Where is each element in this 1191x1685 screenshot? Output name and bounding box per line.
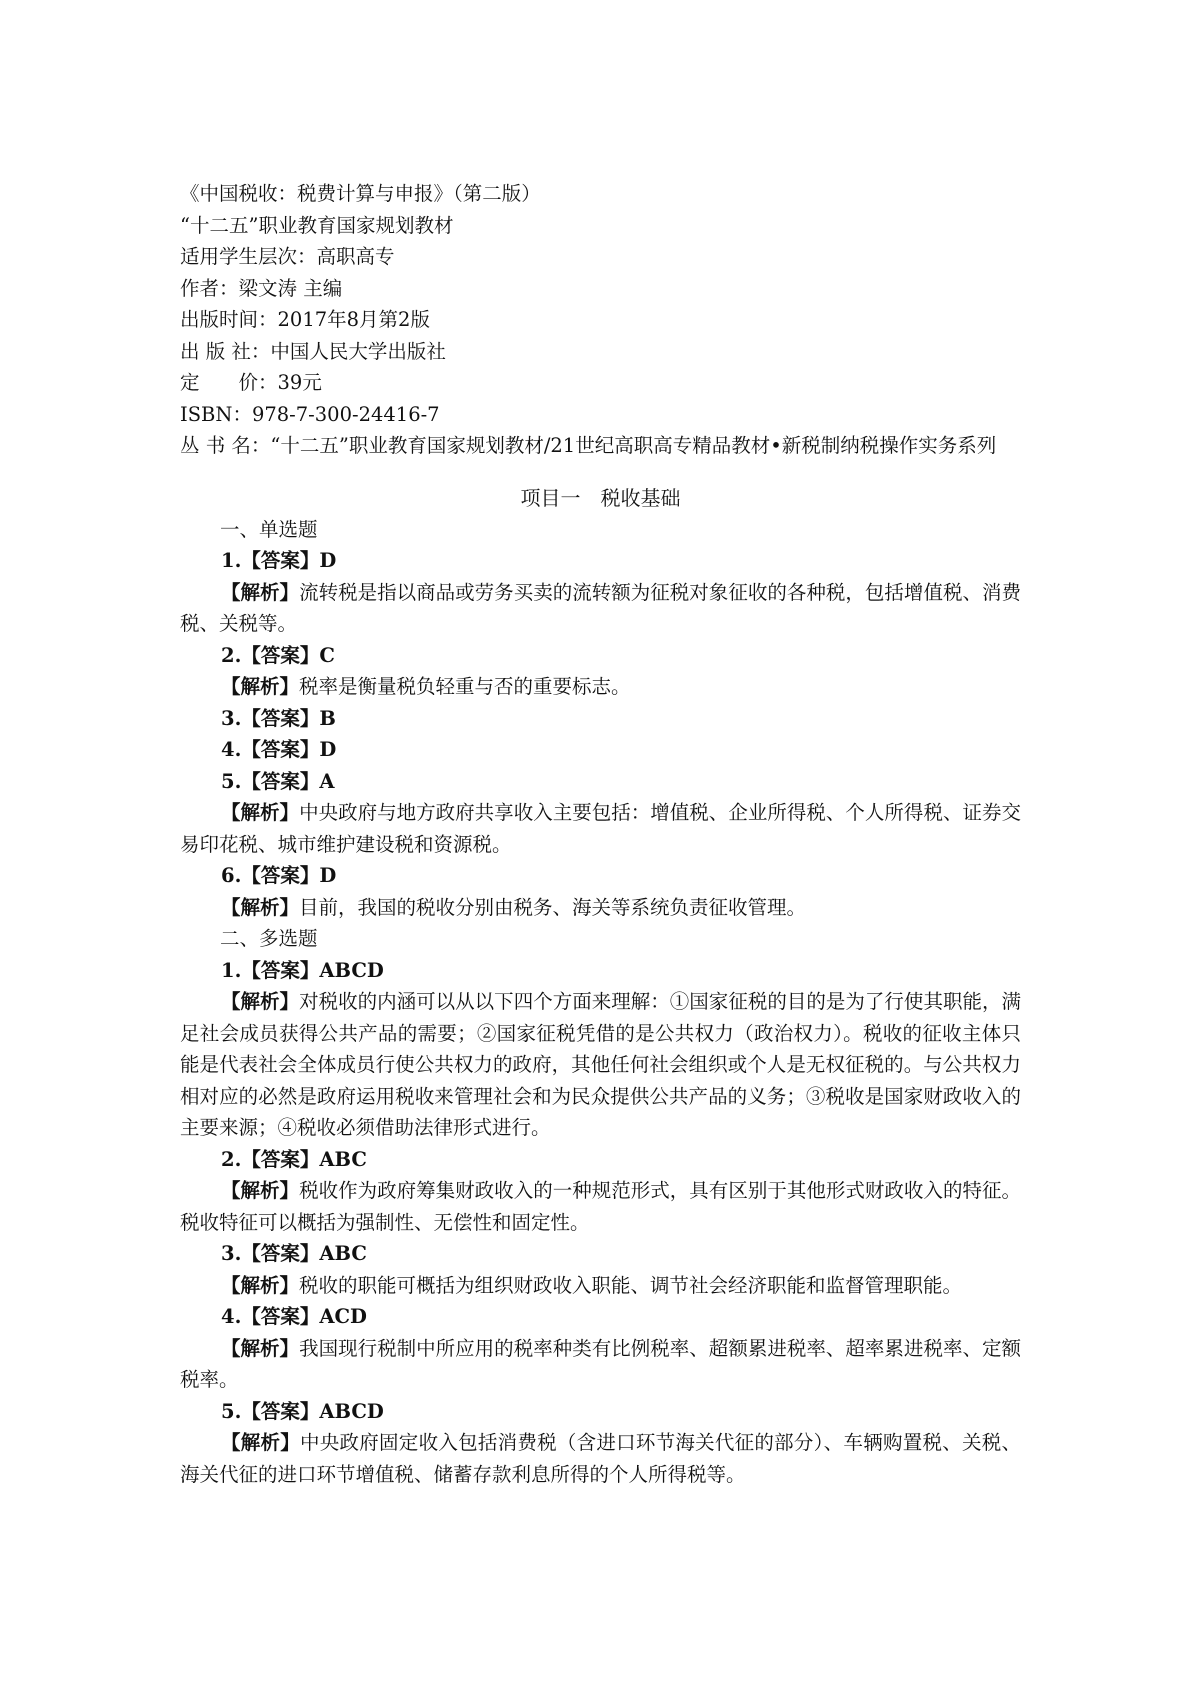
answer: 4.【答案】ACD: [221, 1305, 367, 1328]
explanation-tag: 【解析】: [221, 675, 300, 698]
section-title: 项目一 税收基础: [520, 485, 681, 510]
explanation-text: 税收作为政府筹集财政收入的一种规范形式，具有区别于其他形式财政收入的特征。税收特征可以概括为强制性、无偿性和固定性。: [180, 1179, 1021, 1234]
explanation-text: 我国现行税制中所应用的税率种类有比例税率、超额累进税率、超率累进税率、定额税率。: [180, 1336, 1021, 1391]
explanation-text: 对税收的内涵可以从以下四个方面来理解：①国家征税的目的是为了行使其职能，满足社会成员获得公共产品的需要；②国家征税凭借的是公共权力（政治权力）。税收的征收主体只能是代表社会全体成员行使公共权力的政府，其他任何社会组织或个人是无权征税的。与公共权力相对应的必然是政府运用税收来管理社会和为民众提供公共产品的义务；③税收是国家财政收入的主要来源；④税收必须借助法律形式进行。: [180, 990, 1021, 1139]
book-meta: [180, 178, 1021, 462]
explanation-tag: 【解析】: [221, 1273, 300, 1297]
answer: 1.【答案】D: [221, 549, 337, 572]
price: 定 价：39元: [180, 371, 322, 394]
part2-heading: 二、多选题: [220, 927, 318, 950]
explanation-tag: 【解析】: [221, 895, 300, 919]
explanation: [180, 1333, 1021, 1396]
explanation: [180, 892, 1021, 924]
answer: 5.【答案】ABCD: [221, 1399, 384, 1423]
explanation-tag: 【解析】: [221, 1431, 301, 1454]
series-name: 丛 书 名：“十二五”职业教育国家规划教材/21世纪高职高专精品教材•新税制纳税操作实务系列: [180, 434, 997, 457]
explanation-text: 流转税是指以商品或劳务买卖的流转额为征税对象征收的各种税，包括增值税、消费税、关税等。: [180, 580, 1021, 635]
author: 作者：梁文涛 主编: [180, 276, 343, 300]
isbn: ISBN：978-7-300-24416-7: [180, 402, 440, 426]
explanation-tag: 【解析】: [221, 1179, 300, 1202]
explanation-text: 目前，我国的税收分别由税务、海关等系统负责征收管理。: [299, 895, 807, 919]
answer: 2.【答案】C: [221, 643, 335, 667]
explanation-text: 税收的职能可概括为组织财政收入职能、调节社会经济职能和监督管理职能。: [299, 1273, 963, 1297]
answer: 1.【答案】ABCD: [221, 958, 384, 982]
answer: 2.【答案】ABC: [221, 1147, 367, 1171]
explanation-tag: 【解析】: [221, 990, 300, 1013]
explanation: [180, 671, 1021, 703]
answer: 6.【答案】D: [221, 864, 337, 887]
explanation-text: 中央政府与地方政府共享收入主要包括：增值税、企业所得税、个人所得税、证券交易印花税、城市维护建设税和资源税。: [180, 801, 1021, 856]
explanation: [180, 1427, 1021, 1490]
answer: 3.【答案】B: [221, 706, 336, 730]
explanation: [180, 1270, 1021, 1302]
explanation-text: 中央政府固定收入包括消费税（含进口环节海关代征的部分）、车辆购置税、关税、海关代征的进口环节增值税、储蓄存款利息所得的个人所得税等。: [180, 1431, 1021, 1486]
explanation: [180, 1175, 1021, 1238]
publisher: 出 版 社：中国人民大学出版社: [180, 339, 446, 363]
part1-heading: 一、单选题: [220, 517, 318, 541]
explanation: [180, 797, 1021, 860]
explanation: [180, 986, 1021, 1144]
answer: 5.【答案】A: [221, 769, 335, 793]
student-level: 适用学生层次：高职高专: [180, 245, 395, 268]
explanation-tag: 【解析】: [221, 801, 300, 824]
series-note: “十二五”职业教育国家规划教材: [180, 213, 454, 237]
answer: 3.【答案】ABC: [221, 1242, 367, 1265]
explanation-tag: 【解析】: [221, 580, 300, 604]
explanation-tag: 【解析】: [221, 1336, 300, 1360]
publish-date: 出版时间：2017年8月第2版: [180, 308, 430, 331]
explanation-text: 税率是衡量税负轻重与否的重要标志。: [299, 675, 631, 698]
book-title: 《中国税收：税费计算与申报》（第二版）: [180, 182, 541, 205]
explanation: [180, 577, 1021, 640]
answer: 4.【答案】D: [221, 738, 337, 761]
